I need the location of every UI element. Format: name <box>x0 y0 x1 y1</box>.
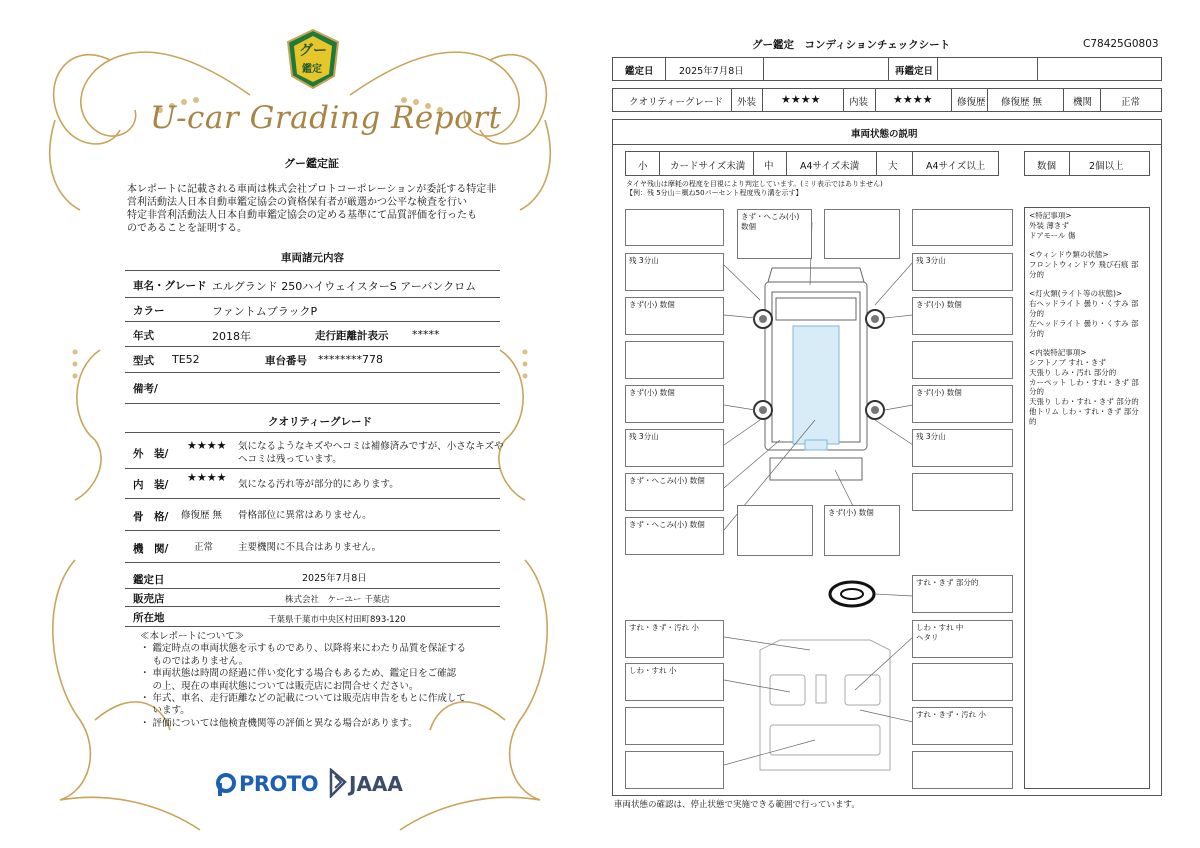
date-value: 2025年7月8日 <box>679 66 744 77</box>
slot-right-empty1 <box>912 341 1013 379</box>
certificate-text: 本レポートに記載される車両は株式会社プロトコーポレーションが委託する特定非 営利活動法人日本自動車鑑定協会の資格保有者が厳選かつ公平な検査を行い 特定非営利活動法人日本自動車鑑定協会の定める基準にて品質評価を行ったも のであることを証明する。 <box>127 184 497 234</box>
badge-line1: グー <box>299 43 327 59</box>
badge-line2: 鑑定 <box>302 64 322 75</box>
divider <box>125 626 500 627</box>
exterior-stars: ★★★★ <box>781 93 821 106</box>
script-title: U-car Grading Report <box>150 100 502 136</box>
engine-label: 機 関/ <box>133 543 169 555</box>
dealer-value: 株式会社 ケーユー 千葉店 <box>285 595 390 605</box>
divider <box>125 346 500 347</box>
divider <box>125 498 500 499</box>
frame-value: 修復歴 無 <box>181 510 223 521</box>
slot-right-empty2 <box>912 473 1013 511</box>
grading-report-page: グー 鑑定 U-car Grading Report グー鑑定証 本レポートに記載される車両は株式会社プロトコーポレーションが委託する特定非 営利活動法人日本自動車鑑定協会の資格保有者が厳選かつ公平な検査を行い 特定非営利活動法人日本自動車鑑定協会の定める基準にて品質評価を行ったも のであることを証明する。 車両諸元内容 車名・グレード エルグランド 250ハイウェイスターS アーバンクロム カラー ファントムブラックP 年式 2018年 走行距離計表示 ***** 型式 TE52 車台番号 ********778 備考/ クオリティーグレード 外 装/ ★★★★ 気になるようなキズやヘコミは補修済みですが、小さなキズや ヘコミは残っています。 内 装/ ★★★★ 気になる汚れ等が部分的にあります。 骨 格/ 修復歴 無 骨格部位に異常はありません。 機 関/ 正常 主要機関に不具合はありません。 鑑定日 2025年7月8日 販売店 株式会社 ケーユー 千葉店 所在地 千葉県千葉市中央区村田町893-120 ≪本レポートについて≫ ・ 鑑定時点の車両状態を示すものであり、以降将来にわたり品質を保証する ものではありません。 ・ 車両状態は時間の経過に伴い変化する場合もあるため、鑑定日をご確認 の上、現在の車両状態については販売店にお問合せください。 ・ 年式、車名、走行距離などの記載については販売店申告をもとに作成して います。 ・ 評価については他検査機関等の評価と異なる場合があります。 PROTO JAAA <box>0 0 600 848</box>
interior-stars: ★★★★ <box>187 471 227 484</box>
slot-left-scratch1: きず(小) 数個 <box>625 297 724 335</box>
slot-left-tire-rear: 残 3分山 <box>625 429 724 467</box>
divider <box>125 321 500 322</box>
slot-bottom-mid: きず(小) 数個 <box>824 505 900 556</box>
slot-int-right3: すれ・きず・汚れ 小 <box>912 707 1013 745</box>
slot-right-tire-front: 残 3分山 <box>912 253 1013 291</box>
year-label: 年式 <box>133 330 154 342</box>
exterior-stars: ★★★★ <box>187 439 227 452</box>
slot-right-scratch1: きず(小) 数個 <box>912 297 1013 335</box>
size-legend: 小 カードサイズ未満 中 A4サイズ未満 大 A4サイズ以上 <box>625 151 999 176</box>
section-title: 車両状態の説明 <box>851 129 918 140</box>
color-value: ファントムブラックP <box>212 305 318 318</box>
repair-value: 修復歴 無 <box>1001 97 1043 108</box>
appraisal-date: 2025年7月8日 <box>302 573 367 584</box>
certificate-title: グー鑑定証 <box>284 157 339 170</box>
divider <box>125 562 500 563</box>
car-name-value: エルグランド 250ハイウェイスターS アーバンクロム <box>212 280 477 293</box>
model-label: 型式 <box>133 355 154 367</box>
interior-text: 気になる汚れ等が部分的にあります。 <box>238 479 399 490</box>
slot-int-left4 <box>625 751 724 789</box>
slot-left-empty1 <box>625 341 724 379</box>
slot-top-right <box>912 209 1013 246</box>
slot-int-right2 <box>912 663 1013 701</box>
dealer-label: 販売店 <box>133 593 165 605</box>
slot-bottom-mid-left <box>737 505 813 556</box>
address-label: 所在地 <box>133 612 165 624</box>
chassis-label: 車台番号 <box>265 355 307 367</box>
remarks-label: 備考/ <box>133 383 158 395</box>
slot-int-right1: しわ・すれ 中 ヘタリ <box>912 620 1013 658</box>
interior-label: 内装 <box>849 97 869 108</box>
engine-value: 正常 <box>194 542 214 553</box>
goo-kantei-badge <box>284 28 342 90</box>
interior-stars: ★★★★ <box>893 93 933 106</box>
divider <box>125 468 500 469</box>
slot-right-scratch2: きず(小) 数個 <box>912 385 1013 423</box>
repair-label: 修復歴 <box>957 97 986 108</box>
divider <box>125 432 500 433</box>
slot-top-left <box>625 209 724 246</box>
exterior-label: 外装 <box>737 97 757 108</box>
frame-label: 骨 格/ <box>133 511 169 523</box>
condition-check-sheet <box>600 0 1200 848</box>
slot-left-dent2: きず・へこみ(小) 数個 <box>625 517 724 555</box>
redate-label: 再鑑定日 <box>895 66 934 77</box>
divider <box>125 297 500 298</box>
grade-label: クオリティーグレード <box>629 97 724 108</box>
mileage-label: 走行距離計表示 <box>315 330 389 342</box>
divider <box>125 606 500 607</box>
specs-title: 車両諸元内容 <box>281 252 344 264</box>
divider <box>125 588 500 589</box>
engine-text: 主要機関に不具合はありません。 <box>238 542 382 553</box>
divider <box>125 372 500 373</box>
count-legend: 数個 2個以上 <box>1024 151 1150 176</box>
address-value: 千葉県千葉市中央区村田町893-120 <box>268 615 406 625</box>
frame-text: 骨格部位に異常はありません。 <box>238 510 372 521</box>
report-notes: ≪本レポートについて≫ ・ 鑑定時点の車両状態を示すものであり、以降将来にわたり品質を保証する ものではありません。 ・ 車両状態は時間の経過に伴い変化する場合もあるため、鑑定日をご確認 の上、現在の車両状態については販売店にお問合せください。 ・ 年式、車名、走行距離などの記載については販売店申告をもとに作成して います。 ・ 評価については他検査機関等の評価と異なる場合があります。 <box>140 631 467 729</box>
engine-label: 機関 <box>1073 97 1093 108</box>
model-value: TE52 <box>172 353 200 366</box>
divider <box>125 403 500 404</box>
slot-int-right4 <box>912 751 1013 789</box>
slot-top-mid-left: きず・へこみ(小) 数個 <box>737 209 812 259</box>
date-label: 鑑定日 <box>625 66 654 77</box>
slot-left-dent1: きず・へこみ(小) 数個 <box>625 473 724 511</box>
divider <box>125 270 500 271</box>
divider <box>125 530 500 531</box>
year-value: 2018年 <box>212 330 251 343</box>
exterior-text: 気になるようなキズやヘコミは補修済みですが、小さなキズや ヘコミは残っています。 <box>238 441 504 465</box>
grade-title: クオリティーグレード <box>268 416 372 428</box>
sheet-title: グー鑑定 コンディションチェックシート <box>752 39 951 51</box>
slot-right-tire-rear: 残 3分山 <box>912 429 1013 467</box>
slot-top-mid-right <box>824 209 900 259</box>
remarks-box: <特記事項> 外装 薄きず ドアモール 傷 <ウィンドウ類の状態> フロントウィンドウ 飛び石痕 部分的 <灯火類(ライト等の状態)> 右ヘッドライト 曇り・くすみ 部分的 左ヘッドライト 曇り・くすみ 部分的 <内装特記事項> シフトノブ すれ・きず 天張り しみ・汚れ 部分的 カーペット しわ・すれ・きず 部分的 天張り しわ・すれ・きず 部分的 他トリム しわ・すれ・きず 部分的 <box>1024 207 1150 789</box>
slot-int-left3 <box>625 707 724 745</box>
car-name-label: 車名・グレード <box>133 280 207 292</box>
tire-note: タイヤ残山は摩耗の程度を目視により判定しています。(ミリ表示ではありません) 【例：残 5分山＝概ね50パーセント程度残り溝を示す】 <box>626 180 883 197</box>
slot-left-scratch2: きず(小) 数個 <box>625 385 724 423</box>
engine-value: 正常 <box>1121 97 1141 108</box>
appraisal-date-label: 鑑定日 <box>133 574 165 586</box>
interior-label: 内 装/ <box>133 479 169 491</box>
chassis-value: ********778 <box>318 353 383 366</box>
slot-steering: すれ・きず 部分的 <box>912 575 1013 613</box>
color-label: カラー <box>133 305 165 317</box>
slot-left-tire-front: 残 3分山 <box>625 253 724 291</box>
exterior-label: 外 装/ <box>133 448 169 460</box>
document-id: C78425G0803 <box>1083 38 1159 50</box>
slot-int-left2: しわ・すれ 小 <box>625 663 724 701</box>
footer-note: 車両状態の確認は、停止状態で実施できる範囲で行っています。 <box>614 800 860 810</box>
slot-int-left1: すれ・きず・汚れ 小 <box>625 620 724 658</box>
mileage-value: ***** <box>412 328 440 341</box>
